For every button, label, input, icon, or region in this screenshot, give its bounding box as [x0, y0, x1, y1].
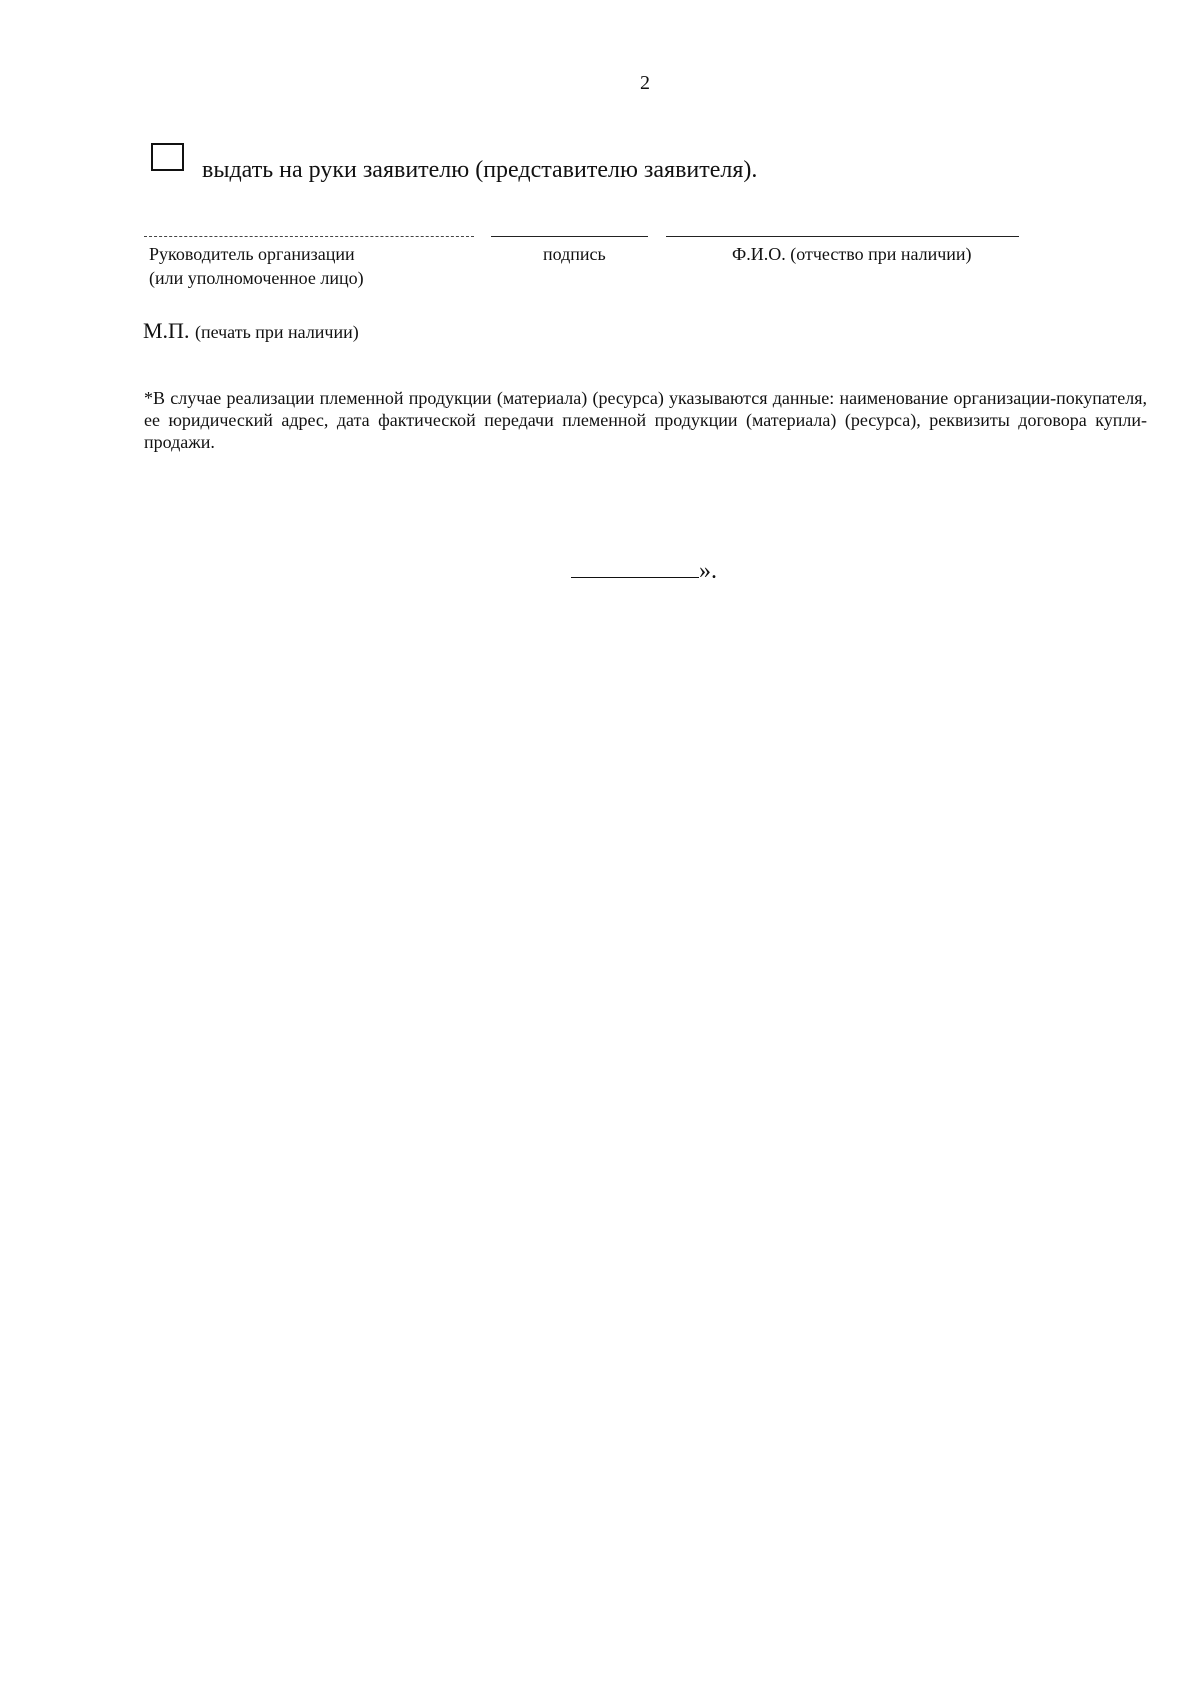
stamp-label: М.П.: [143, 318, 190, 343]
org-head-caption: [149, 242, 364, 290]
delivery-option-label: выдать на руки заявителю (представителю заявителя).: [202, 157, 758, 183]
signature-line: [491, 236, 648, 237]
page-number: 2: [640, 72, 650, 94]
org-head-signature-line: [144, 236, 474, 237]
stamp-note: (печать при наличии): [194, 322, 359, 342]
closing-quote: ».: [699, 558, 717, 584]
org-head-caption-line1: Руководитель организации: [149, 244, 355, 264]
closing-line: [571, 555, 717, 585]
full-name-caption: Ф.И.О. (отчество при наличии): [732, 244, 972, 264]
signature-caption: подпись: [543, 244, 606, 264]
org-head-caption-line2: (или уполномоченное лицо): [149, 268, 364, 288]
closing-blank-line: [571, 555, 699, 578]
stamp-placeholder: [143, 318, 359, 344]
footnote: *В случае реализации племенной продукции (материала) (ресурса) указываются данные: наименование организации-покупателя, ее юридический адрес, дата фактической передачи племенной продукции (материала) (ресурса), реквизиты договора купли-продажи.: [144, 388, 1147, 452]
delivery-checkbox[interactable]: [151, 143, 184, 171]
full-name-line: [666, 236, 1019, 237]
